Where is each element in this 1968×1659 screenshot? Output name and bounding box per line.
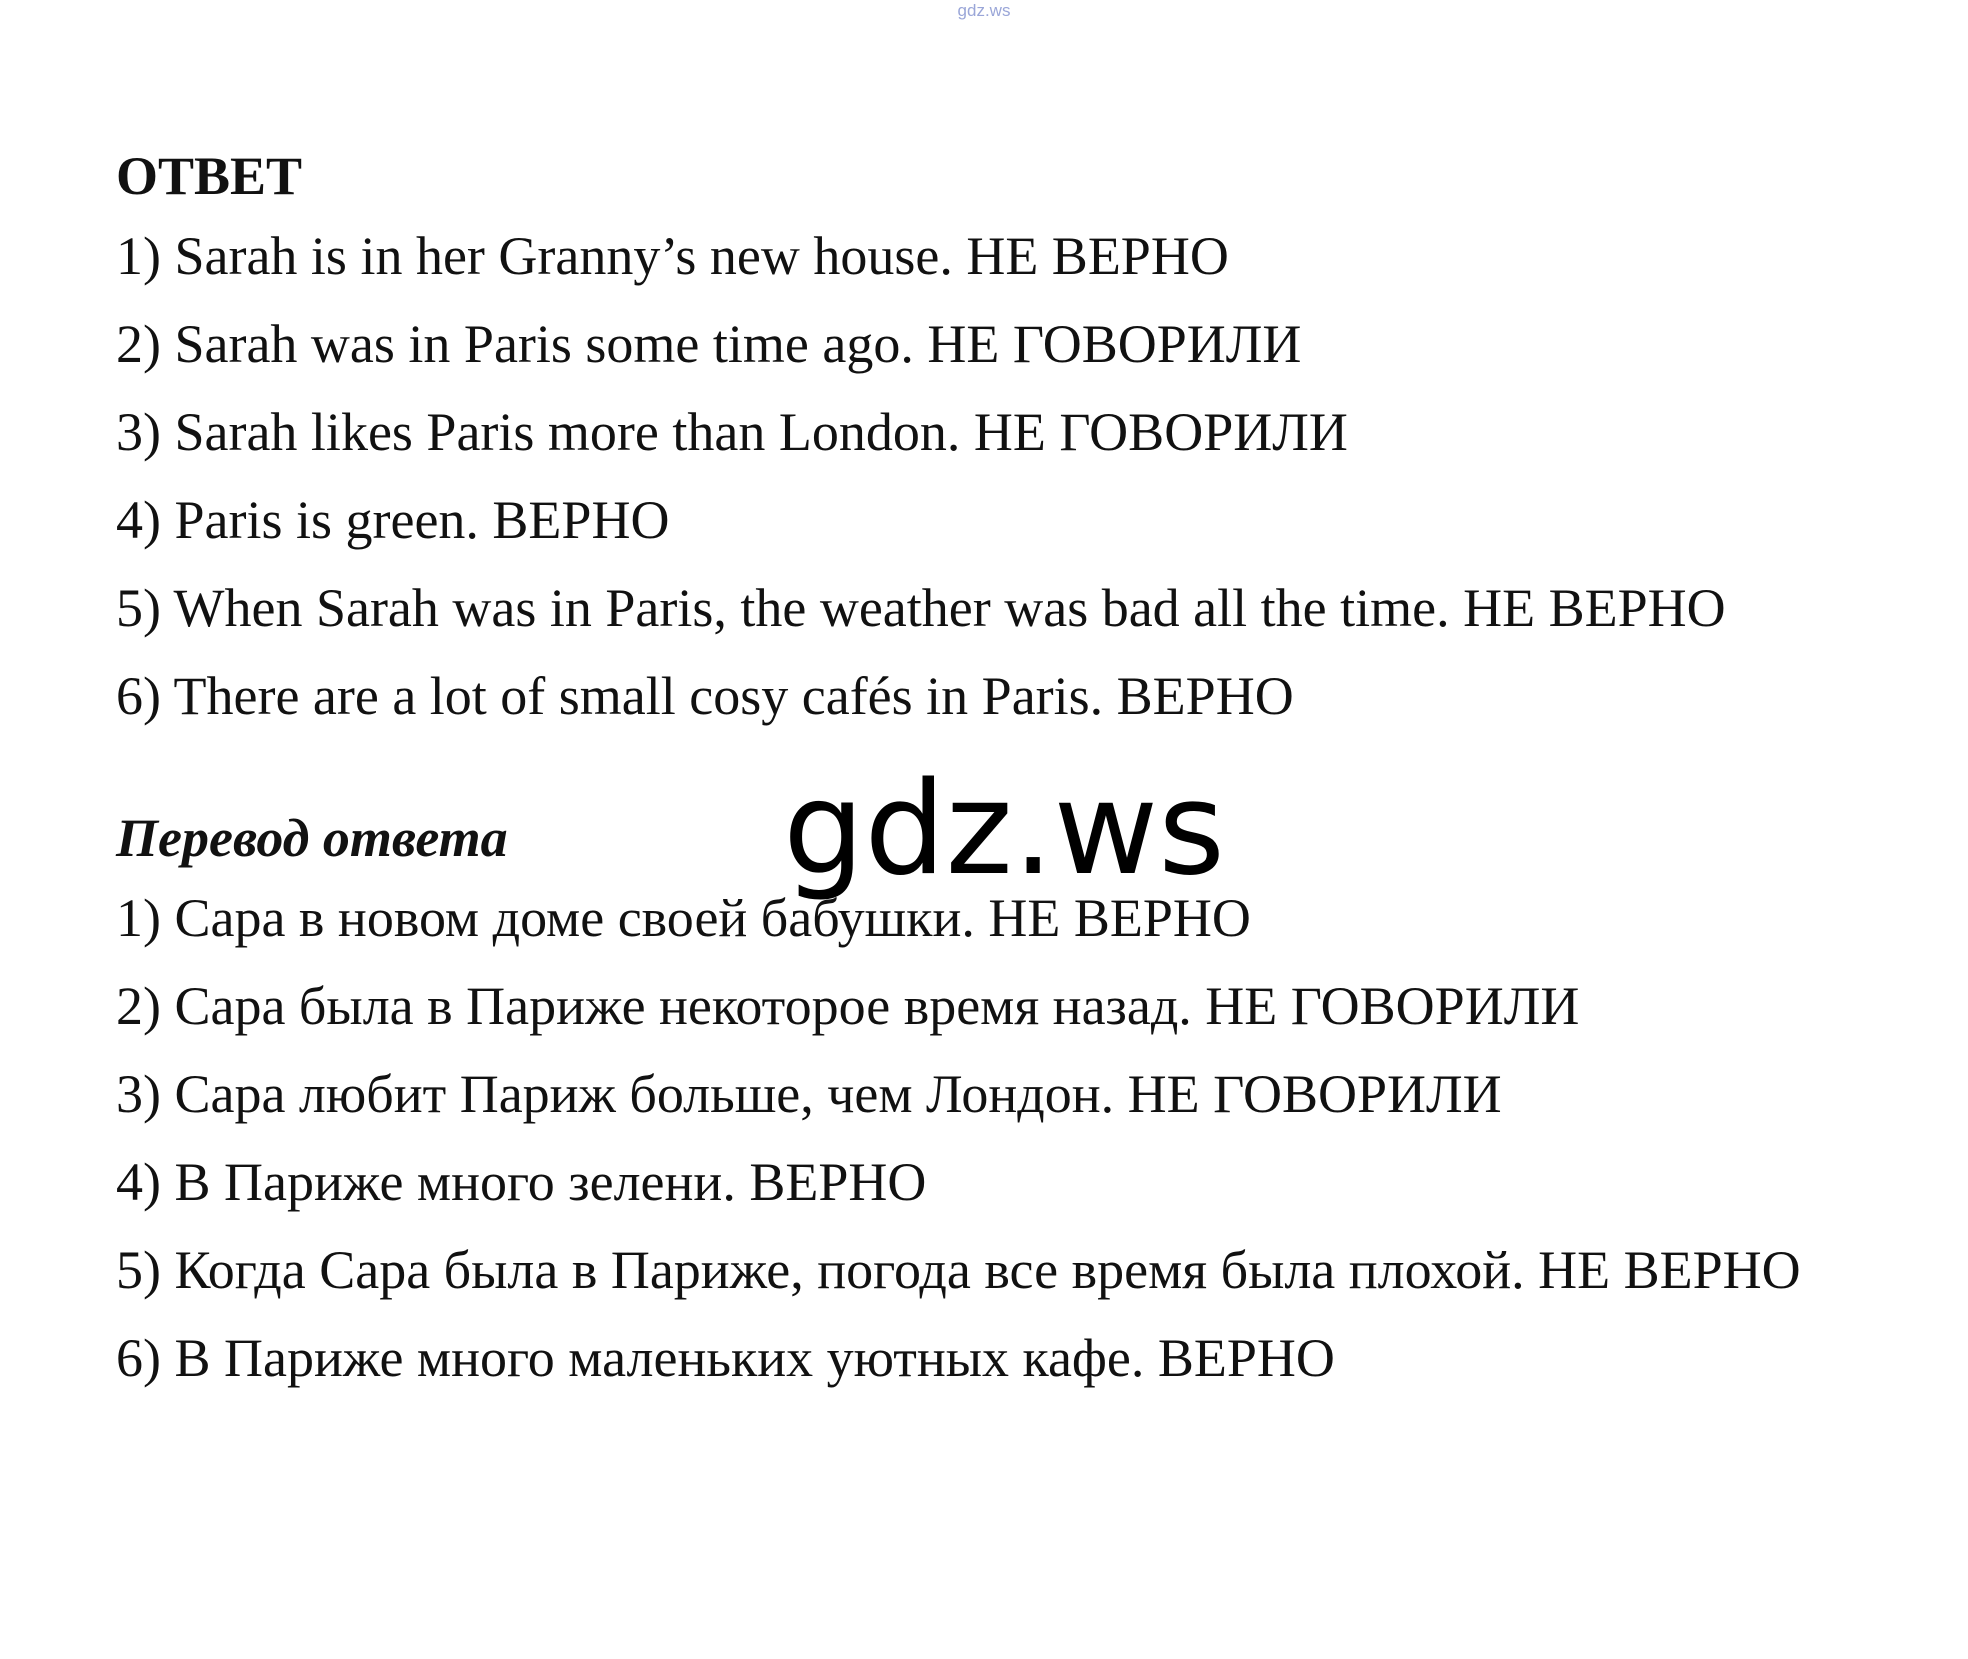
- translation-item-3: 3) Сара любит Париж больше, чем Лондон. НЕ ГОВОРИЛИ: [116, 1064, 1502, 1124]
- answer-heading: ОТВЕТ: [116, 146, 303, 206]
- answer-item-2: 2) Sarah was in Paris some time ago. НЕ ГОВОРИЛИ: [116, 314, 1302, 374]
- translation-item-6: 6) В Париже много маленьких уютных кафе. ВЕРНО: [116, 1328, 1335, 1388]
- top-watermark: gdz.ws: [957, 1, 1011, 20]
- translation-item-2: 2) Сара была в Париже некоторое время назад. НЕ ГОВОРИЛИ: [116, 976, 1580, 1036]
- answer-item-4: 4) Paris is green. ВЕРНО: [116, 490, 670, 550]
- translation-item-4: 4) В Париже много зелени. ВЕРНО: [116, 1152, 927, 1212]
- answer-item-5: 5) When Sarah was in Paris, the weather was bad all the time. НЕ ВЕРНО: [116, 578, 1726, 638]
- answer-item-3: 3) Sarah likes Paris more than London. НЕ ГОВОРИЛИ: [116, 402, 1348, 462]
- translation-item-5: 5) Когда Сара была в Париже, погода все время была плохой. НЕ ВЕРНО: [116, 1240, 1801, 1300]
- translation-heading: Перевод ответа: [116, 808, 508, 868]
- translation-item-1: 1) Сара в новом доме своей бабушки. НЕ ВЕРНО: [116, 888, 1251, 948]
- answer-item-6: 6) There are a lot of small cosy cafés in Paris. ВЕРНО: [116, 666, 1294, 726]
- center-watermark: gdz.ws: [783, 755, 1225, 904]
- answer-item-1: 1) Sarah is in her Granny’s new house. НЕ ВЕРНО: [116, 226, 1229, 286]
